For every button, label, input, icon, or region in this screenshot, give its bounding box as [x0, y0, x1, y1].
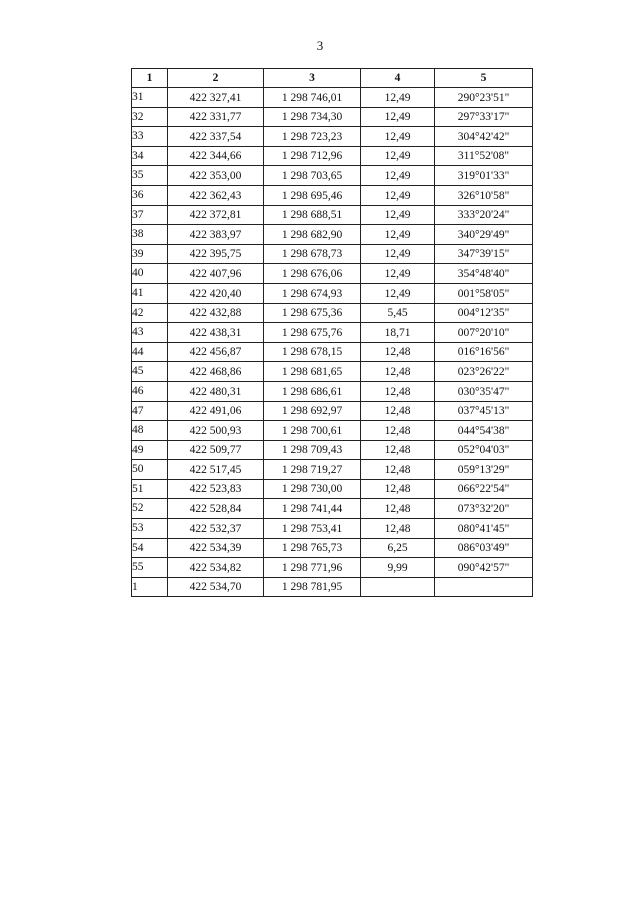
cell-direction-angle: 326°10'58" [435, 185, 533, 205]
cell-x-coordinate: 422 331,77 [168, 107, 264, 127]
cell-x-coordinate: 422 438,31 [168, 323, 264, 343]
table-row [132, 421, 533, 441]
table-row [132, 225, 533, 245]
table-row [132, 401, 533, 421]
page-number: 3 [316, 38, 324, 53]
header-x-coordinate: 2 [168, 69, 264, 88]
table-body [132, 88, 533, 597]
cell-x-coordinate: 422 509,77 [168, 440, 264, 460]
cell-x-coordinate: 422 395,75 [168, 244, 264, 264]
cell-direction-angle: 030°35'47" [435, 381, 533, 401]
cell-y-coordinate: 1 298 741,44 [264, 499, 361, 519]
cell-direction-angle: 304°42'42" [435, 127, 533, 147]
table-row [132, 440, 533, 460]
cell-y-coordinate: 1 298 709,43 [264, 440, 361, 460]
cell-y-coordinate: 1 298 781,95 [264, 577, 361, 597]
cell-direction-angle: 340°29'49" [435, 225, 533, 245]
cell-direction-angle: 001°58'05" [435, 283, 533, 303]
cell-x-coordinate: 422 500,93 [168, 421, 264, 441]
cell-y-coordinate: 1 298 719,27 [264, 460, 361, 480]
cell-y-coordinate: 1 298 746,01 [264, 88, 361, 108]
cell-x-coordinate: 422 534,82 [168, 558, 264, 578]
header-y-coordinate: 3 [264, 69, 361, 88]
cell-point-number: 50 [132, 460, 168, 480]
cell-length: 12,49 [361, 244, 435, 264]
table-row [132, 127, 533, 147]
table-row [132, 538, 533, 558]
cell-length: 12,49 [361, 185, 435, 205]
table-row [132, 88, 533, 108]
cell-direction-angle: 044°54'38" [435, 421, 533, 441]
cell-direction-angle: 052°04'03" [435, 440, 533, 460]
cell-point-number: 51 [132, 479, 168, 499]
cell-y-coordinate: 1 298 678,73 [264, 244, 361, 264]
cell-direction-angle [435, 577, 533, 597]
cell-x-coordinate: 422 480,31 [168, 381, 264, 401]
cell-point-number: 37 [132, 205, 168, 225]
table-row [132, 381, 533, 401]
cell-point-number: 53 [132, 519, 168, 539]
cell-direction-angle: 007°20'10" [435, 323, 533, 343]
table-row [132, 283, 533, 303]
cell-x-coordinate: 422 532,37 [168, 519, 264, 539]
cell-direction-angle: 290°23'51" [435, 88, 533, 108]
cell-length: 6,25 [361, 538, 435, 558]
cell-x-coordinate: 422 420,40 [168, 283, 264, 303]
header-point-number: 1 [132, 69, 168, 88]
cell-x-coordinate: 422 517,45 [168, 460, 264, 480]
cell-direction-angle: 347°39'15" [435, 244, 533, 264]
cell-y-coordinate: 1 298 682,90 [264, 225, 361, 245]
cell-x-coordinate: 422 534,39 [168, 538, 264, 558]
table-row [132, 185, 533, 205]
table-row [132, 107, 533, 127]
header-length: 4 [361, 69, 435, 88]
cell-direction-angle: 297°33'17" [435, 107, 533, 127]
cell-length: 12,48 [361, 440, 435, 460]
cell-direction-angle: 073°32'20" [435, 499, 533, 519]
table-row [132, 264, 533, 284]
cell-x-coordinate: 422 407,96 [168, 264, 264, 284]
cell-point-number: 48 [132, 421, 168, 441]
cell-length: 18,71 [361, 323, 435, 343]
cell-point-number: 41 [132, 283, 168, 303]
cell-point-number: 34 [132, 146, 168, 166]
cell-point-number: 43 [132, 323, 168, 343]
table-row [132, 499, 533, 519]
cell-point-number: 54 [132, 538, 168, 558]
cell-x-coordinate: 422 372,81 [168, 205, 264, 225]
cell-direction-angle: 319°01'33" [435, 166, 533, 186]
cell-direction-angle: 090°42'57" [435, 558, 533, 578]
cell-direction-angle: 080°41'45" [435, 519, 533, 539]
cell-length: 12,48 [361, 381, 435, 401]
cell-length: 12,48 [361, 479, 435, 499]
cell-x-coordinate: 422 432,88 [168, 303, 264, 323]
cell-y-coordinate: 1 298 730,00 [264, 479, 361, 499]
cell-y-coordinate: 1 298 675,76 [264, 323, 361, 343]
cell-direction-angle: 086°03'49" [435, 538, 533, 558]
header-direction-angle: 5 [435, 69, 533, 88]
cell-y-coordinate: 1 298 692,97 [264, 401, 361, 421]
table-row [132, 577, 533, 597]
table-row [132, 244, 533, 264]
cell-x-coordinate: 422 534,70 [168, 577, 264, 597]
table-row [132, 362, 533, 382]
cell-x-coordinate: 422 362,43 [168, 185, 264, 205]
cell-point-number: 31 [132, 88, 168, 108]
cell-point-number: 49 [132, 440, 168, 460]
table-row [132, 519, 533, 539]
cell-length: 12,48 [361, 342, 435, 362]
cell-length: 12,49 [361, 225, 435, 245]
cell-length: 12,49 [361, 146, 435, 166]
table-row [132, 205, 533, 225]
cell-length: 12,49 [361, 88, 435, 108]
cell-x-coordinate: 422 353,00 [168, 166, 264, 186]
cell-y-coordinate: 1 298 753,41 [264, 519, 361, 539]
cell-point-number: 52 [132, 499, 168, 519]
cell-length: 5,45 [361, 303, 435, 323]
cell-x-coordinate: 422 456,87 [168, 342, 264, 362]
cell-point-number: 40 [132, 264, 168, 284]
cell-point-number: 45 [132, 362, 168, 382]
cell-length: 12,49 [361, 264, 435, 284]
cell-direction-angle: 059°13'29" [435, 460, 533, 480]
cell-point-number: 39 [132, 244, 168, 264]
cell-length: 12,48 [361, 519, 435, 539]
table-header-row [132, 69, 533, 88]
cell-x-coordinate: 422 491,06 [168, 401, 264, 421]
cell-length: 12,48 [361, 401, 435, 421]
cell-point-number: 1 [132, 577, 168, 597]
cell-x-coordinate: 422 327,41 [168, 88, 264, 108]
cell-length: 12,49 [361, 127, 435, 147]
cell-length: 12,49 [361, 166, 435, 186]
cell-point-number: 33 [132, 127, 168, 147]
coordinates-table [131, 68, 533, 597]
cell-y-coordinate: 1 298 700,61 [264, 421, 361, 441]
cell-length: 12,49 [361, 205, 435, 225]
table-row [132, 166, 533, 186]
cell-length [361, 577, 435, 597]
cell-point-number: 46 [132, 381, 168, 401]
cell-direction-angle: 311°52'08" [435, 146, 533, 166]
cell-point-number: 36 [132, 185, 168, 205]
cell-x-coordinate: 422 523,83 [168, 479, 264, 499]
cell-y-coordinate: 1 298 674,93 [264, 283, 361, 303]
cell-point-number: 44 [132, 342, 168, 362]
cell-y-coordinate: 1 298 681,65 [264, 362, 361, 382]
cell-y-coordinate: 1 298 686,61 [264, 381, 361, 401]
cell-length: 9,99 [361, 558, 435, 578]
cell-length: 12,48 [361, 499, 435, 519]
cell-y-coordinate: 1 298 765,73 [264, 538, 361, 558]
cell-y-coordinate: 1 298 771,96 [264, 558, 361, 578]
cell-y-coordinate: 1 298 695,46 [264, 185, 361, 205]
cell-y-coordinate: 1 298 678,15 [264, 342, 361, 362]
cell-length: 12,48 [361, 362, 435, 382]
cell-point-number: 32 [132, 107, 168, 127]
table-row [132, 146, 533, 166]
cell-x-coordinate: 422 337,54 [168, 127, 264, 147]
cell-y-coordinate: 1 298 676,06 [264, 264, 361, 284]
cell-y-coordinate: 1 298 688,51 [264, 205, 361, 225]
cell-y-coordinate: 1 298 703,65 [264, 166, 361, 186]
cell-y-coordinate: 1 298 675,36 [264, 303, 361, 323]
cell-x-coordinate: 422 344,66 [168, 146, 264, 166]
cell-x-coordinate: 422 468,86 [168, 362, 264, 382]
cell-point-number: 35 [132, 166, 168, 186]
table-row [132, 558, 533, 578]
cell-direction-angle: 023°26'22" [435, 362, 533, 382]
cell-direction-angle: 037°45'13" [435, 401, 533, 421]
cell-length: 12,48 [361, 421, 435, 441]
cell-direction-angle: 333°20'24" [435, 205, 533, 225]
cell-length: 12,49 [361, 283, 435, 303]
cell-direction-angle: 016°16'56" [435, 342, 533, 362]
cell-x-coordinate: 422 383,97 [168, 225, 264, 245]
cell-point-number: 47 [132, 401, 168, 421]
cell-length: 12,48 [361, 460, 435, 480]
table-row [132, 323, 533, 343]
cell-length: 12,49 [361, 107, 435, 127]
cell-y-coordinate: 1 298 712,96 [264, 146, 361, 166]
table-row [132, 303, 533, 323]
cell-point-number: 42 [132, 303, 168, 323]
cell-y-coordinate: 1 298 734,30 [264, 107, 361, 127]
cell-x-coordinate: 422 528,84 [168, 499, 264, 519]
cell-point-number: 55 [132, 558, 168, 578]
cell-direction-angle: 066°22'54" [435, 479, 533, 499]
table-row [132, 460, 533, 480]
cell-direction-angle: 354°48'40" [435, 264, 533, 284]
cell-point-number: 38 [132, 225, 168, 245]
table-row [132, 342, 533, 362]
cell-y-coordinate: 1 298 723,23 [264, 127, 361, 147]
cell-direction-angle: 004°12'35" [435, 303, 533, 323]
table-row [132, 479, 533, 499]
